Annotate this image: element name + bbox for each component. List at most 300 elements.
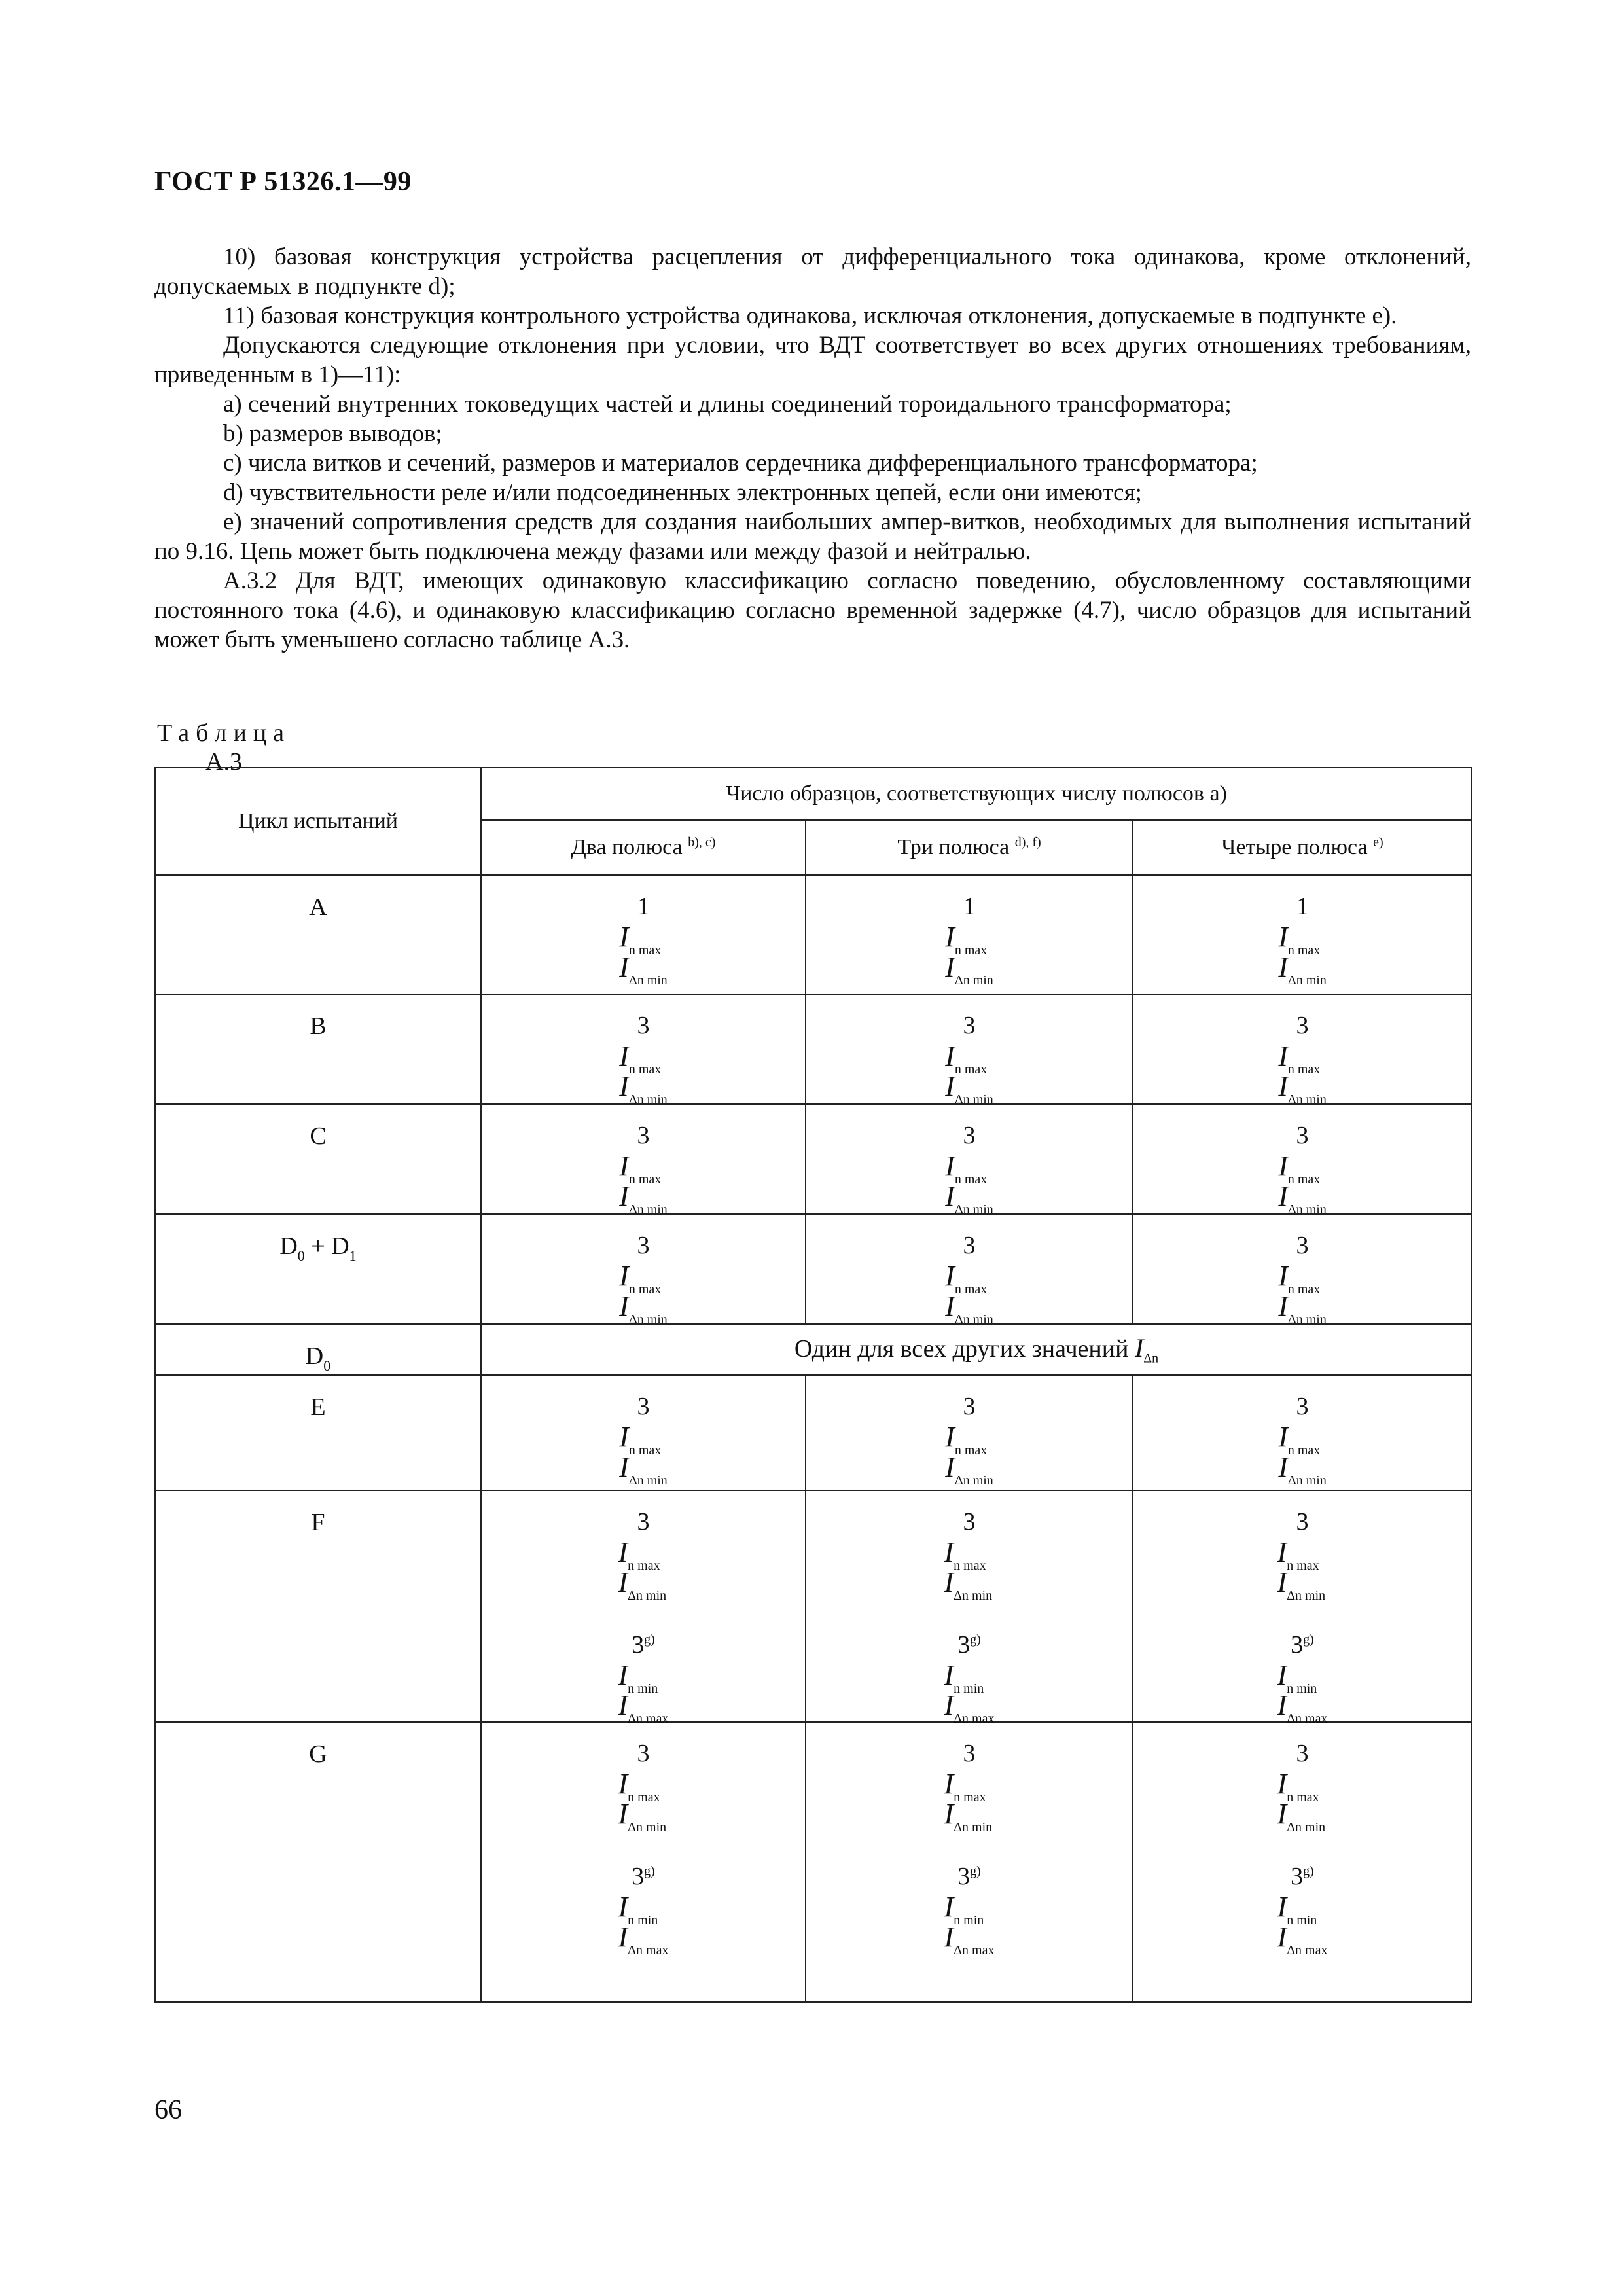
current-symbol: I: [1277, 1689, 1287, 1721]
current-dn-min: [1278, 1070, 1327, 1107]
cell-values: [1277, 1740, 1328, 1958]
cell-values: [1278, 893, 1327, 988]
sample-count: 3: [1296, 1232, 1309, 1259]
subscript-dn-min: Δn min: [628, 1473, 668, 1488]
subscript-n-min: n min: [954, 1681, 984, 1696]
paragraph-10: 10) базовая конструкция устройства расцепления от дифференциального тока одинакова, кроме отклонений, допускаемых в подпункте d);: [154, 243, 1471, 300]
current-n-max: [945, 1260, 993, 1297]
current-dn-max: [944, 1921, 995, 1958]
current-n-max: [1278, 921, 1327, 958]
subscript-dn-min: Δn min: [954, 1820, 993, 1835]
current-symbol: I: [619, 1451, 629, 1483]
current-n-min: [618, 1659, 669, 1696]
value-cell: [481, 1490, 806, 1726]
current-n-max: [1277, 1768, 1328, 1804]
current-dn-min: [945, 1290, 993, 1327]
subscript-n-max: n max: [1287, 1443, 1321, 1458]
current-n-min: [618, 1891, 669, 1928]
current-symbol: I: [1278, 921, 1288, 953]
table-row: [155, 875, 1472, 994]
value-cell: [481, 875, 806, 994]
current-symbol: I: [618, 1536, 628, 1568]
current-symbol: I: [945, 921, 955, 953]
cell-values: [945, 1122, 993, 1217]
value-cell: [1133, 1104, 1472, 1217]
cycle-letter: D: [279, 1232, 298, 1260]
merged-text: Один для всех других значений: [794, 1335, 1129, 1363]
footnote-g: g): [644, 1632, 655, 1647]
table-row: [155, 1214, 1472, 1324]
value-cell: [1133, 994, 1472, 1107]
subscript-n-min: n min: [1287, 1681, 1317, 1696]
sample-count-value: 3: [1291, 1631, 1304, 1659]
value-cell: [481, 1375, 806, 1490]
value-cell: [806, 994, 1133, 1107]
value-cell: [481, 1104, 806, 1217]
current-symbol: I: [945, 951, 955, 983]
sample-count: 3: [1296, 1122, 1309, 1149]
subscript-dn-min: Δn min: [628, 1092, 668, 1107]
sample-count-g: [944, 1864, 995, 1889]
sample-count: 3: [1296, 1012, 1309, 1039]
sample-count-value: 3: [632, 1631, 645, 1659]
current-dn-min: [944, 1798, 995, 1835]
value-cell: [806, 875, 1133, 994]
header-samples: Число образцов, соответствующих числу полюсов а): [481, 768, 1472, 820]
current-n-max: [618, 1768, 669, 1804]
header-four-poles-label: Четыре полюса: [1221, 835, 1368, 859]
cell-values: [945, 893, 993, 988]
sample-count-value: 3: [1291, 1863, 1304, 1890]
paragraph-11: 11) базовая конструкция контрольного устройства одинакова, исключая отклонения, допускаемые в подпункте е).: [223, 302, 1397, 329]
table-row: [155, 1104, 1472, 1214]
current-symbol: I: [619, 1260, 629, 1292]
subscript-n-max: n max: [954, 1558, 986, 1573]
subscript-n-min: n min: [628, 1913, 658, 1928]
cell-values: [945, 1012, 993, 1107]
value-cell: [806, 1214, 1133, 1327]
subscript-n-max: n max: [628, 943, 662, 958]
sample-count-g: [1277, 1632, 1328, 1657]
sample-count: 3: [963, 1508, 976, 1535]
current-dn-min: [945, 1180, 993, 1217]
current-symbol: I: [944, 1921, 954, 1953]
cycle-plus: +: [304, 1232, 332, 1260]
table-row: [155, 1324, 1472, 1375]
subscript-dn-min: Δn min: [1287, 1202, 1327, 1217]
current-n-max: [945, 1040, 993, 1077]
value-cell: [1133, 1375, 1472, 1490]
cycle-cell: C: [155, 1104, 481, 1214]
header-three-poles-footnote: d), f): [1014, 835, 1041, 850]
subscript-dn-min: Δn min: [954, 1473, 993, 1488]
current-symbol: I: [619, 1040, 629, 1072]
current-symbol: I: [619, 1070, 629, 1102]
current-symbol: I: [618, 1921, 628, 1953]
samples-table: [154, 767, 1472, 2003]
sample-count-g: [944, 1632, 995, 1657]
current-symbol: I: [618, 1891, 628, 1923]
paragraph-a32: А.3.2 Для ВДТ, имеющих одинаковую классификацию согласно поведению, обусловленному составляющими постоянного тока (4.6), и одинаковую классификацию согласно временной задержке (4.7), число образцов для испытаний может быть уменьшено согласно таблице А.3.: [154, 567, 1471, 653]
cell-values: [944, 1508, 995, 1726]
sample-count: 3: [963, 1122, 976, 1149]
sample-count: 1: [1296, 893, 1309, 920]
cell-values: [1278, 1393, 1327, 1488]
current-n-max: [619, 1150, 668, 1187]
header-two-poles: [481, 820, 806, 875]
cycle-cell: F: [155, 1490, 481, 1722]
subscript-n-max: n max: [1287, 1790, 1319, 1804]
current-symbol: I: [1277, 1659, 1287, 1691]
document-header: ГОСТ Р 51326.1—99: [154, 167, 412, 197]
current-n-max: [1278, 1040, 1327, 1077]
current-symbol: I: [1277, 1798, 1287, 1830]
current-n-min: [1277, 1891, 1328, 1928]
cycle-letter: D: [331, 1232, 349, 1260]
current-n-max: [945, 1421, 993, 1458]
current-n-max: [619, 1040, 668, 1077]
cycle-cell: E: [155, 1375, 481, 1490]
current-dn-min: [1277, 1566, 1328, 1603]
current-dn-min: [945, 1451, 993, 1488]
subscript-n-max: n max: [1287, 1062, 1321, 1077]
subscript-dn-min: Δn min: [1287, 1588, 1326, 1603]
current-dn-max: [944, 1689, 995, 1726]
cycle-cell: [155, 1214, 481, 1324]
header-two-poles-label: Два полюса: [571, 835, 683, 859]
current-symbol: I: [945, 1180, 955, 1212]
footnote-g: g): [644, 1864, 655, 1878]
subscript-dn-min: Δn min: [628, 1312, 668, 1327]
subscript-dn-max: Δn max: [954, 1712, 995, 1726]
current-dn-max: [618, 1921, 669, 1958]
subscript-n-max: n max: [628, 1062, 662, 1077]
current-dn-min: [945, 951, 993, 988]
current-symbol: I: [1278, 1070, 1288, 1102]
value-cell: [1133, 1722, 1472, 2002]
current-symbol: I: [944, 1536, 954, 1568]
paragraph-deviations-intro: Допускаются следующие отклонения при условии, что ВДТ соответствует во всех других отношениях требованиям, приведенным в 1)—11):: [154, 332, 1471, 388]
subscript-n-max: n max: [1287, 1282, 1321, 1297]
header-four-poles-footnote: e): [1373, 835, 1383, 850]
subscript-n-max: n max: [628, 1443, 662, 1458]
sample-count: 3: [963, 1012, 976, 1039]
table-row: [155, 1490, 1472, 1722]
current-n-min: [944, 1659, 995, 1696]
sample-count-g: [618, 1632, 669, 1657]
table-caption-number: А.3: [205, 748, 242, 776]
table-caption-word: Таблица: [157, 719, 291, 747]
current-symbol: I: [619, 951, 629, 983]
subscript-n-min: n min: [628, 1681, 658, 1696]
current-dn-min: [1278, 1451, 1327, 1488]
current-n-max: [1277, 1536, 1328, 1573]
current-dn-min: [1277, 1798, 1328, 1835]
current-n-max: [944, 1768, 995, 1804]
sample-count: 3: [637, 1122, 650, 1149]
current-n-max: [1278, 1421, 1327, 1458]
cell-values: [1278, 1122, 1327, 1217]
subscript-n-max: n max: [628, 1282, 662, 1297]
current-dn-min: [619, 1451, 668, 1488]
current-symbol: I: [945, 1070, 955, 1102]
cycle-cell: G: [155, 1722, 481, 2002]
subscript-dn-min: Δn min: [628, 1820, 667, 1835]
current-symbol: I: [1278, 1290, 1288, 1322]
paragraph-deviation-e: е) значений сопротивления средств для создания наибольших ампер-витков, необходимых для выполнения испытаний по 9.16. Цепь может быть подключена между фазами или между фазой и нейтралью.: [154, 509, 1471, 565]
subscript-n-max: n max: [954, 1062, 988, 1077]
sample-count-g: [618, 1864, 669, 1889]
subscript-n-max: n max: [1287, 1558, 1319, 1573]
subscript-n-max: n max: [628, 1172, 662, 1187]
sample-count: 3: [963, 1740, 976, 1767]
current-symbol: I: [619, 1180, 629, 1212]
header-four-poles: [1133, 820, 1472, 875]
cell-values: [945, 1232, 993, 1327]
current-symbol: I: [619, 1421, 629, 1453]
paragraph-deviation-d: d) чувствительности реле и/или подсоединенных электронных цепей, если они имеются;: [223, 479, 1142, 506]
sample-count: 3: [637, 1393, 650, 1420]
current-n-max: [618, 1536, 669, 1573]
subscript-dn-max: Δn max: [954, 1943, 995, 1958]
sample-count: 3: [637, 1508, 650, 1535]
current-n-max: [619, 1421, 668, 1458]
current-dn-max: [618, 1689, 669, 1726]
subscript-dn-min: Δn min: [628, 1588, 667, 1603]
sample-count: 1: [637, 893, 650, 920]
subscript-n-max: n max: [628, 1558, 660, 1573]
current-symbol: I: [945, 1150, 955, 1182]
current-symbol: I: [619, 1290, 629, 1322]
value-cell: [1133, 875, 1472, 994]
cell-values: [1277, 1508, 1328, 1726]
footnote-g: g): [970, 1632, 981, 1647]
header-three-poles: [806, 820, 1133, 875]
current-symbol: I: [944, 1768, 954, 1800]
current-dn-min: [1278, 1290, 1327, 1327]
spacer: [944, 1598, 995, 1632]
subscript-n-max: n max: [954, 1790, 986, 1804]
value-cell: [806, 1490, 1133, 1726]
value-cell: [481, 1722, 806, 2002]
current-symbol: I: [618, 1689, 628, 1721]
subscript-n-max: n max: [954, 1172, 988, 1187]
current-dn-min: [619, 1180, 668, 1217]
sample-count: 3: [1296, 1393, 1309, 1420]
subscript-dn-min: Δn min: [954, 1588, 993, 1603]
cell-values: [619, 893, 668, 988]
current-n-max: [619, 921, 668, 958]
subscript-n-max: n max: [954, 1282, 988, 1297]
subscript-dn-min: Δn min: [1287, 1473, 1327, 1488]
cycle-subscript: 1: [349, 1247, 357, 1264]
current-n-max: [945, 1150, 993, 1187]
footnote-g: g): [1303, 1864, 1314, 1878]
current-symbol: I: [619, 921, 629, 953]
paragraph-deviation-c: с) числа витков и сечений, размеров и материалов сердечника дифференциального трансформатора;: [223, 450, 1258, 476]
current-n-min: [944, 1891, 995, 1928]
subscript-dn-max: Δn max: [1287, 1943, 1328, 1958]
sample-count: 3: [1296, 1740, 1309, 1767]
current-dn-min: [618, 1566, 669, 1603]
current-symbol: I: [1277, 1566, 1287, 1598]
current-dn-max: [1277, 1921, 1328, 1958]
sample-count: 3: [963, 1393, 976, 1420]
subscript-dn: Δn: [1143, 1351, 1159, 1366]
current-symbol: I: [945, 1451, 955, 1483]
current-symbol: I: [618, 1659, 628, 1691]
subscript-dn-max: Δn max: [1287, 1712, 1328, 1726]
table-row: [155, 1375, 1472, 1490]
current-symbol: I: [1277, 1921, 1287, 1953]
value-cell: [806, 1722, 1133, 2002]
cell-values: [945, 1393, 993, 1488]
current-symbol: I: [1278, 1451, 1288, 1483]
cell-values: [618, 1740, 669, 1958]
spacer: [1277, 1830, 1328, 1864]
cell-values: [619, 1393, 668, 1488]
sample-count: 3: [637, 1740, 650, 1767]
current-n-max: [619, 1260, 668, 1297]
value-cell: [1133, 1490, 1472, 1726]
current-dn-max: [1277, 1689, 1328, 1726]
cell-values: [944, 1740, 995, 1958]
spacer: [1277, 1598, 1328, 1632]
sample-count-value: 3: [957, 1631, 971, 1659]
current-symbol: I: [1278, 1180, 1288, 1212]
current-dn-min: [618, 1798, 669, 1835]
current-symbol: I: [944, 1798, 954, 1830]
current-symbol: I: [1278, 1150, 1288, 1182]
cell-values: [1278, 1232, 1327, 1327]
sample-count: 1: [963, 893, 976, 920]
current-symbol: I: [1278, 1421, 1288, 1453]
current-dn-min: [1278, 951, 1327, 988]
current-n-max: [944, 1536, 995, 1573]
current-n-max: [945, 921, 993, 958]
subscript-dn-min: Δn min: [1287, 973, 1327, 988]
current-symbol: I: [1277, 1891, 1287, 1923]
table-row: [155, 994, 1472, 1104]
subscript-n-max: n max: [628, 1790, 660, 1804]
subscript-n-max: n max: [1287, 1172, 1321, 1187]
subscript-dn-min: Δn min: [954, 1092, 993, 1107]
current-symbol: I: [618, 1768, 628, 1800]
cell-values: [619, 1232, 668, 1327]
sample-count: 3: [637, 1012, 650, 1039]
sample-count: 3: [1296, 1508, 1309, 1535]
value-cell: [1133, 1214, 1472, 1327]
header-three-poles-label: Три полюса: [897, 835, 1010, 859]
paragraph-deviation-b: b) размеров выводов;: [223, 420, 442, 447]
current-symbol: I: [618, 1798, 628, 1830]
subscript-n-max: n max: [1287, 943, 1321, 958]
cycle-subscript: 0: [297, 1247, 305, 1264]
paragraph-deviation-a: а) сечений внутренних токоведущих частей и длины соединений тороидального трансформатора;: [223, 391, 1232, 418]
subscript-dn-min: Δn min: [628, 973, 668, 988]
current-symbol: I: [1134, 1333, 1144, 1363]
current-dn-min: [619, 951, 668, 988]
current-dn-min: [619, 1070, 668, 1107]
subscript-n-min: n min: [1287, 1913, 1317, 1928]
sample-count-value: 3: [957, 1863, 971, 1890]
current-symbol: I: [1278, 1040, 1288, 1072]
value-cell: [481, 1214, 806, 1327]
value-cell: [806, 1375, 1133, 1490]
footnote-g: g): [970, 1864, 981, 1878]
current-dn-min: [945, 1070, 993, 1107]
table-header-row: [155, 768, 1472, 820]
cycle-cell: B: [155, 994, 481, 1104]
subscript-n-min: n min: [954, 1913, 984, 1928]
subscript-dn-min: Δn min: [954, 1202, 993, 1217]
sample-count: 3: [637, 1232, 650, 1259]
subscript-dn-min: Δn min: [1287, 1312, 1327, 1327]
current-symbol: I: [944, 1689, 954, 1721]
current-n-max: [1278, 1150, 1327, 1187]
current-symbol: I: [945, 1290, 955, 1322]
current-symbol: I: [944, 1659, 954, 1691]
subscript-dn-min: Δn min: [954, 973, 993, 988]
cycle-cell: [155, 1324, 481, 1375]
current-dn-min: [619, 1290, 668, 1327]
subscript-n-max: n max: [954, 1443, 988, 1458]
current-n-min: [1277, 1659, 1328, 1696]
current-symbol: I: [1278, 1260, 1288, 1292]
current-dn-min: [1278, 1180, 1327, 1217]
subscript-dn-min: Δn min: [954, 1312, 993, 1327]
current-symbol: I: [1277, 1768, 1287, 1800]
subscript-dn-min: Δn min: [1287, 1092, 1327, 1107]
current-symbol: I: [944, 1566, 954, 1598]
subscript-dn-min: Δn min: [628, 1202, 668, 1217]
current-symbol: I: [618, 1566, 628, 1598]
cell-values: [619, 1122, 668, 1217]
subscript-dn-min: Δn min: [1287, 1820, 1326, 1835]
merged-cell: [481, 1324, 1472, 1375]
body-text: [154, 242, 1471, 655]
current-n-max: [1278, 1260, 1327, 1297]
spacer: [944, 1830, 995, 1864]
cell-values: [618, 1508, 669, 1726]
current-symbol: I: [944, 1891, 954, 1923]
current-symbol: I: [619, 1150, 629, 1182]
current-symbol: I: [1277, 1536, 1287, 1568]
cycle-letter: D: [305, 1342, 324, 1370]
sample-count-g: [1277, 1864, 1328, 1889]
header-two-poles-footnote: b), c): [688, 835, 716, 850]
header-cycle: Цикл испытаний: [155, 768, 481, 875]
sample-count-value: 3: [632, 1863, 645, 1890]
subscript-n-max: n max: [954, 943, 988, 958]
current-symbol: I: [945, 1040, 955, 1072]
current-symbol: I: [945, 1260, 955, 1292]
page-number: 66: [154, 2095, 182, 2125]
table-row: [155, 1722, 1472, 2002]
cycle-cell: A: [155, 875, 481, 994]
value-cell: [806, 1104, 1133, 1217]
footnote-g: g): [1303, 1632, 1314, 1647]
value-cell: [481, 994, 806, 1107]
cell-values: [1278, 1012, 1327, 1107]
cycle-subscript: 0: [323, 1357, 331, 1374]
current-symbol: I: [945, 1421, 955, 1453]
spacer: [618, 1830, 669, 1864]
subscript-dn-max: Δn max: [628, 1712, 669, 1726]
spacer: [618, 1598, 669, 1632]
current-dn-min: [944, 1566, 995, 1603]
current-symbol: I: [1278, 951, 1288, 983]
